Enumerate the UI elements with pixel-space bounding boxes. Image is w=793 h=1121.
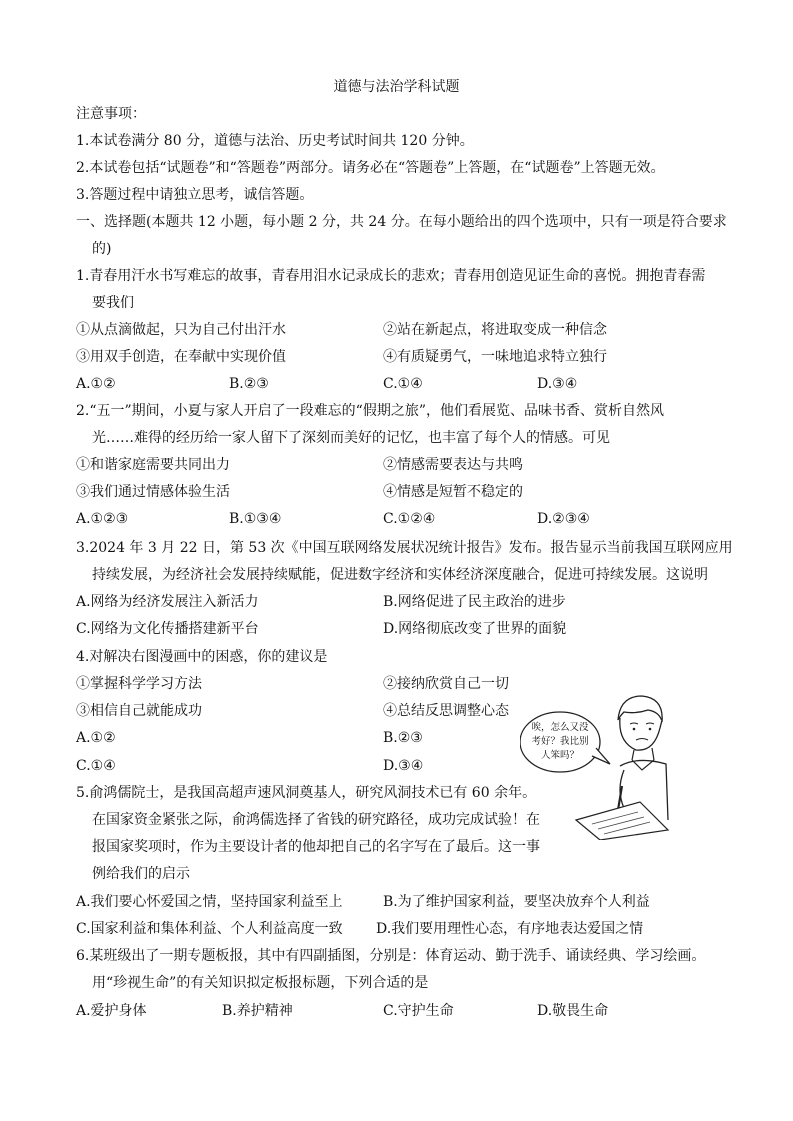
q5-stem-cont-3: 例给我们的启示 — [92, 866, 190, 882]
q1-option-a: A.①② — [76, 376, 116, 392]
hair — [618, 696, 662, 722]
face — [620, 718, 662, 750]
notice-heading: 注意事项： — [76, 106, 146, 122]
q2-statement-2: ②情感需要表达与共鸣 — [383, 457, 523, 473]
q2-option-b: B.①③④ — [229, 511, 282, 527]
q1-statement-4: ④有质疑勇气，一味地追求特立独行 — [383, 349, 607, 365]
q1-statement-3: ③用双手创造，在奉献中实现价值 — [76, 349, 286, 365]
q6-stem: 6.某班级出了一期专题板报，其中有四副插图，分别是：体育运动、勤于洗手、诵读经典、学习绘画。 — [76, 948, 706, 964]
notice-item-3: 3.答题过程中请独立思考，诚信答题。 — [76, 187, 314, 203]
q5-option-d: D.我们要用理性心态，有序地表达爱国之情 — [376, 921, 644, 937]
cartoon-student-illustration — [520, 690, 670, 840]
q1-stem: 1.青春用汗水书写难忘的故事，青春用泪水记录成长的悲欢；青春用创造见证生命的喜悦。拥抱青春需 — [76, 268, 706, 284]
q5-option-c: C.国家利益和集体利益、个人利益高度一致 — [76, 921, 343, 937]
q5-stem: 5.俞鸿儒院士，是我国高超声速风洞奠基人，研究风洞技术已有 60 余年。 — [76, 785, 537, 801]
q6-stem-cont: 用“珍视生命”的有关知识拟定板报标题，下列合适的是 — [92, 975, 429, 991]
q3-option-b: B.网络促进了民主政治的进步 — [383, 594, 566, 610]
q3-option-d: D.网络彻底改变了世界的面貌 — [383, 621, 567, 637]
section-heading: 一、选择题(本题共 12 小题，每小题 2 分，共 24 分。在每小题给出的四个选项中，只有一项是符合要求 — [76, 214, 727, 230]
bubble-line-2: 考好？我比别 — [531, 736, 589, 747]
page-title: 道德与法治学科试题 — [333, 79, 460, 95]
q3-stem: 3.2024 年 3 月 22 日，第 53 次《中国互联网络发展状况统计报告》发布。报告显示当前我国互联网应用 — [76, 540, 733, 556]
q1-stem-cont: 要我们 — [92, 295, 134, 311]
q1-option-b: B.②③ — [229, 376, 269, 392]
q6-option-c: C.守护生命 — [383, 1003, 454, 1019]
q4-option-c: C.①④ — [76, 758, 116, 774]
q1-statement-1: ①从点滴做起，只为自己付出汗水 — [76, 322, 286, 338]
q2-stem-cont: 光……难得的经历给一家人留下了深刻而美好的记忆，也丰富了每个人的情感。可见 — [92, 430, 610, 446]
q5-stem-cont-1: 在国家资金紧张之际，俞鸿儒选择了省钱的研究路径，成功完成试验！在 — [92, 812, 540, 828]
q2-option-c: C.①②④ — [383, 511, 436, 527]
q5-stem-cont-2: 报国家奖项时，作为主要设计者的他却把自己的名字写在了最后。这一事 — [92, 839, 540, 855]
q2-stem: 2.“五一”期间，小夏与家人开启了一段难忘的“假期之旅”，他们看展览、品味书香、赏析自然风 — [76, 403, 664, 419]
q4-statement-2: ②接纳欣赏自己一切 — [383, 676, 509, 692]
q1-option-c: C.①④ — [383, 376, 423, 392]
q6-option-d: D.敬畏生命 — [537, 1003, 609, 1019]
q2-option-d: D.②③④ — [537, 511, 590, 527]
bubble-line-1: 唉，怎么又没 — [531, 722, 589, 733]
q4-statement-1: ①掌握科学学习方法 — [76, 676, 202, 692]
q1-statement-2: ②站在新起点，将进取变成一种信念 — [383, 322, 607, 338]
section-heading-cont: 的) — [92, 241, 112, 257]
paper — [576, 802, 668, 840]
q2-statement-4: ④情感是短暂不稳定的 — [383, 484, 523, 500]
q2-option-a: A.①②③ — [76, 511, 129, 527]
q2-statement-1: ①和谐家庭需要共同出力 — [76, 457, 230, 473]
notice-item-2: 2.本试卷包括“试题卷”和“答题卷”两部分。请务必在“答题卷”上答题，在“试题卷”上答题无效。 — [76, 160, 665, 176]
q4-stem: 4.对解决右图漫画中的困惑，你的建议是 — [76, 649, 328, 665]
q4-option-b: B.②③ — [383, 730, 423, 746]
q5-option-b: B.为了维护国家利益，要坚决放弃个人利益 — [383, 894, 650, 910]
bubble-line-3: 人笨吗？ — [540, 750, 580, 761]
q3-option-c: C.网络为文化传播搭建新平台 — [76, 621, 259, 637]
q3-stem-cont: 持续发展，为经济社会发展持续赋能，促进数字经济和实体经济深度融合，促进可持续发展。这说明 — [92, 567, 708, 583]
q4-statement-3: ③相信自己就能成功 — [76, 703, 202, 719]
q1-option-d: D.③④ — [537, 376, 578, 392]
q6-option-a: A.爱护身体 — [76, 1003, 147, 1019]
q5-option-a: A.我们要心怀爱国之情，坚持国家利益至上 — [76, 894, 343, 910]
q2-statement-3: ③我们通过情感体验生活 — [76, 484, 230, 500]
q3-option-a: A.网络为经济发展注入新活力 — [76, 594, 259, 610]
q4-option-a: A.①② — [76, 730, 116, 746]
q4-statement-4: ④总结反思调整心态 — [383, 703, 509, 719]
q6-option-b: B.养护精神 — [222, 1003, 293, 1019]
notice-item-1: 1.本试卷满分 80 分，道德与法治、历史考试时间共 120 分钟。 — [76, 133, 474, 149]
q4-option-d: D.③④ — [383, 758, 424, 774]
